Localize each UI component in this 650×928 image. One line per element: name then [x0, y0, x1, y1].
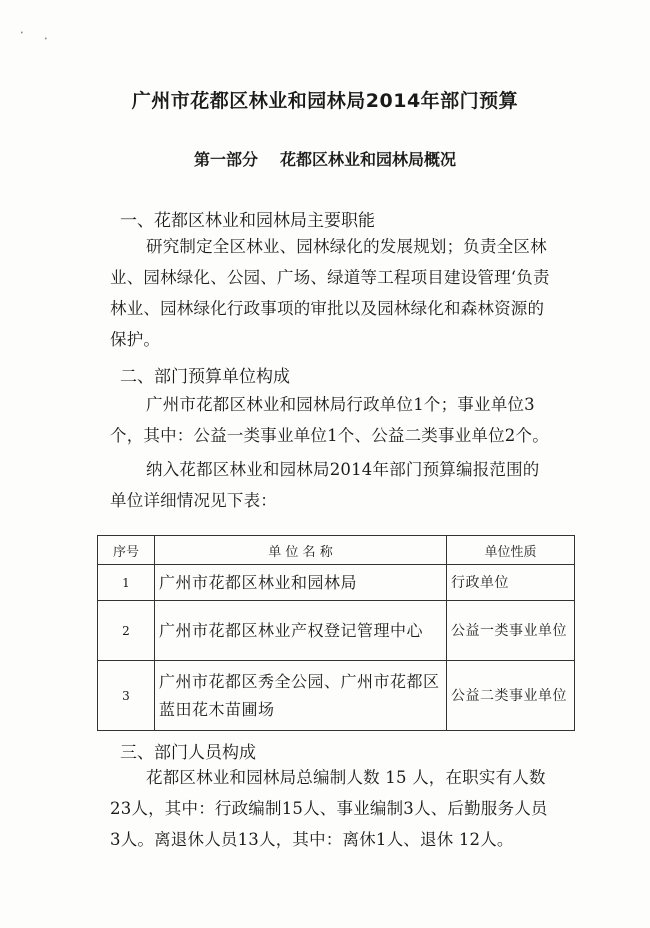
row-name: 广州市花都区林业和园林局 [155, 565, 447, 601]
row-index: 2 [98, 601, 155, 661]
table-row [98, 565, 575, 601]
document-title: 广州市花都区林业和园林局2014年部门预算 [131, 90, 519, 112]
row-nature: 公益一类事业单位 [447, 601, 575, 661]
header-nature: 单位性质 [447, 536, 575, 565]
paragraph-functions: 研究制定全区林业、园林绿化的发展规划；负责全区林业、园林绿化、公园、广场、绿道等工程项目建设管理‘负责林业、园林绿化行政事项的审批以及园林绿化和森林资源的保护。 [110, 237, 550, 349]
section-heading-units: 二、部门预算单位构成 [120, 367, 290, 387]
paragraph-units: 广州市花都区林业和园林局行政单位1个；事业单位3个，其中：公益一类事业单位1个、公益二类事业单位2个。 [110, 395, 549, 445]
section-heading-functions: 一、花都区林业和园林局主要职能 [120, 211, 375, 231]
table-row [98, 601, 575, 661]
row-index: 3 [98, 661, 155, 731]
section-heading-staff: 三、部门人员构成 [120, 743, 256, 763]
row-index: 1 [98, 565, 155, 601]
table-row [98, 661, 575, 731]
row-name: 广州市花都区秀全公园、广州市花都区蓝田花木苗圃场 [155, 661, 447, 731]
scan-speck: • [44, 36, 48, 43]
part-heading [0, 147, 650, 170]
scan-speck: • [20, 30, 24, 37]
row-name: 广州市花都区林业产权登记管理中心 [155, 601, 447, 661]
table-header-row [98, 536, 575, 565]
header-index: 序号 [98, 536, 155, 565]
header-name: 单 位 名 称 [155, 536, 447, 565]
paragraph-units-intro: 纳入花都区林业和园林局2014年部门预算编报范围的单位详细情况见下表： [110, 460, 540, 510]
row-nature: 行政单位 [447, 565, 575, 601]
part-number: 第一部分 [193, 150, 258, 169]
units-table [97, 535, 575, 731]
paragraph-staff: 花都区林业和园林局总编制人数 15 人，在职实有人数23人，其中：行政编制15人、事业编制3人、后勤服务人员3人。离退休人员13人，其中：离休1人、退休 12人。 [110, 768, 548, 849]
part-title: 花都区林业和园林局概况 [280, 150, 457, 169]
row-nature: 公益二类事业单位 [447, 661, 575, 731]
